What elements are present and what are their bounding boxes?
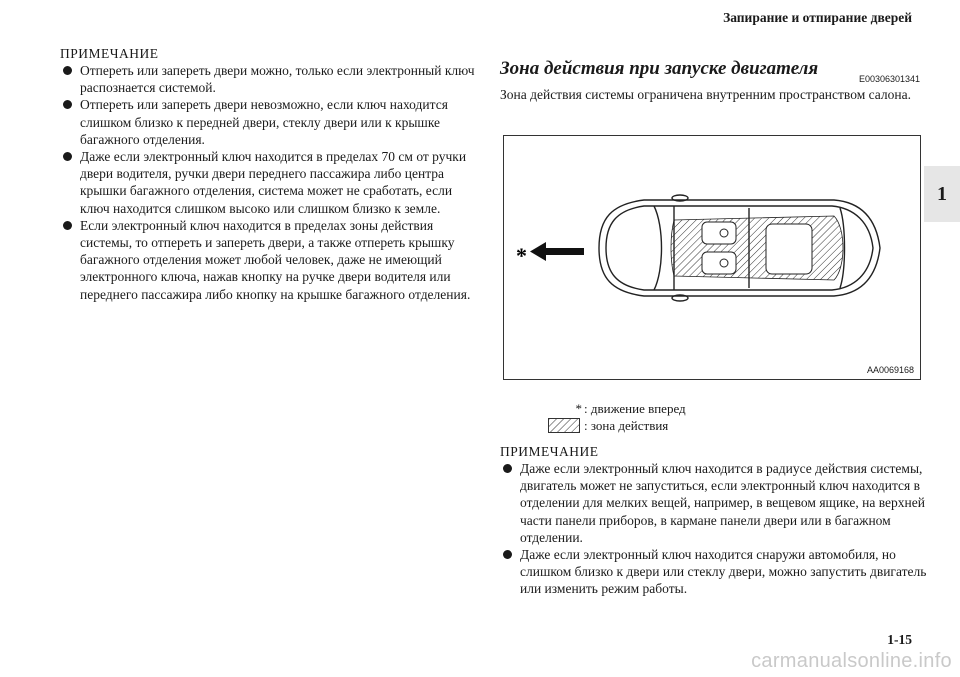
legend-forward-text: : движение вперед [584, 401, 686, 416]
legend-row-forward [548, 400, 686, 417]
section-title: Зона действия при запуске двигателя [500, 58, 819, 79]
list-item: Отпереть или запереть двери можно, только если электронный ключ распознается системой. [60, 62, 480, 96]
left-note [60, 46, 480, 303]
chapter-tab: 1 [924, 166, 960, 222]
list-item: Если электронный ключ находится в пределах зоны действия системы, то отпереть и запереть двери, а также отпереть крышку багажного отделения может любой человек, даже не имеющий электронного ключа, нажав кнопку на ручке двери водителя или переднего пассажира либо кнопку на крышке багажного отделения. [60, 217, 480, 303]
hatch-swatch-icon [548, 418, 580, 433]
arrow-left-icon [530, 242, 584, 261]
legend-zone-text: : зона действия [584, 418, 669, 433]
page-number: 1-15 [887, 632, 912, 647]
operating-zone [671, 216, 843, 280]
legend-row-zone [548, 417, 686, 434]
list-item: Даже если электронный ключ находится снаружи автомобиля, но слишком близко к двери или стеклу двери, можно запустить двигатель или изменить режим работы. [500, 546, 930, 598]
note-title: ПРИМЕЧАНИЕ [60, 46, 159, 61]
list-item: Даже если электронный ключ находится в радиусе действия системы, двигатель может не запуститься, если электронный ключ находится в отделении для мелких вещей, например, в вещевом ящике, на верхней части панели приборов, в кармане панели двери или в багажном отделении. [500, 460, 930, 546]
page-header: Запирание и отпирание дверей [723, 10, 912, 25]
asterisk-marker: * [516, 243, 527, 268]
note-list [500, 460, 930, 598]
list-item: Отпереть или запереть двери невозможно, если ключ находится слишком близко к передней двери, стеклу двери или к крышке багажного отделения. [60, 96, 480, 148]
list-item: Даже если электронный ключ находится в пределах 70 см от ручки двери водителя, ручки двери переднего пассажира либо центра крышки багажного отделения, система может не сработать, если ключ находится слишком высоко или слишком близко к земле. [60, 148, 480, 217]
right-note [500, 444, 930, 598]
note-list [60, 62, 480, 303]
car-diagram-figure [503, 135, 921, 380]
note-title: ПРИМЕЧАНИЕ [500, 444, 599, 459]
watermark: carmanualsonline.info [751, 650, 952, 672]
figure-legend [548, 400, 686, 434]
figure-id: AA0069168 [866, 365, 914, 375]
legend-asterisk: * [575, 401, 582, 416]
car-top-view-diagram [504, 136, 920, 379]
section-intro: Зона действия системы ограничена внутренним пространством салона. [500, 87, 911, 102]
section-code: E00306301341 [858, 74, 920, 84]
